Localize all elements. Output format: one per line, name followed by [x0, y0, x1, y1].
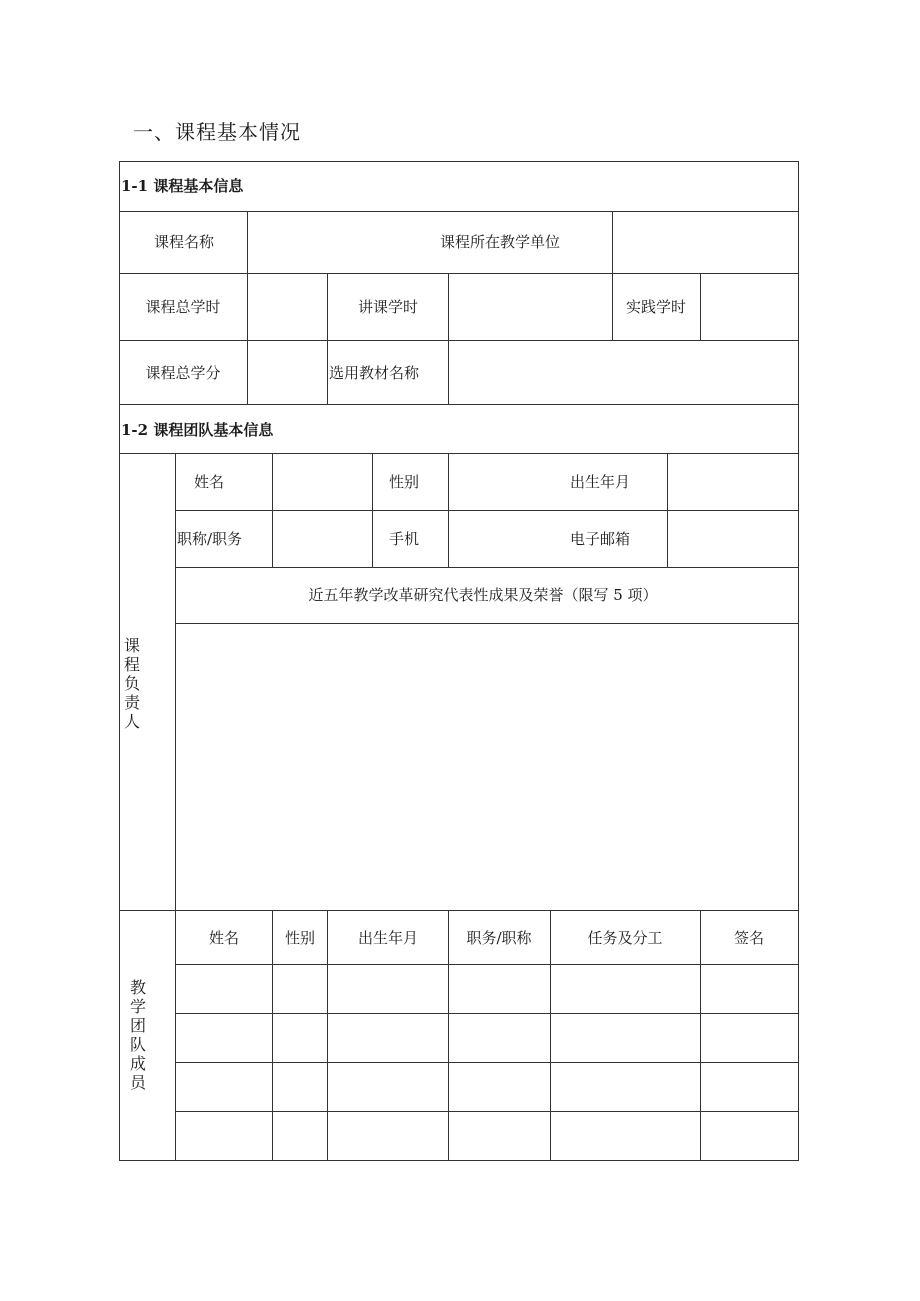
team-row-3-task-field[interactable]: [551, 1063, 700, 1111]
total-credits-field[interactable]: [248, 341, 327, 404]
achievements-field[interactable]: [176, 624, 798, 910]
leader-birth-label: 出生年月: [569, 473, 631, 491]
team-row-2-gender-field[interactable]: [273, 1014, 327, 1062]
course-unit-field[interactable]: [248, 212, 612, 273]
course-name-field[interactable]: [613, 212, 798, 273]
leader-title-field[interactable]: [273, 511, 372, 567]
team-col-name: 姓名: [208, 929, 240, 947]
team-row-3-title-field[interactable]: [449, 1063, 550, 1111]
leader-phone-label: 手机: [388, 530, 420, 548]
leader-name-field[interactable]: [273, 454, 372, 510]
section-1-title: 1-1 课程基本信息: [121, 177, 244, 195]
leader-name-label: 姓名: [193, 473, 225, 491]
leader-birth-field[interactable]: [668, 454, 798, 510]
total-hours-label: 课程总学时: [145, 298, 221, 316]
textbook-field[interactable]: [449, 341, 798, 404]
team-row-3-birth-field[interactable]: [328, 1063, 448, 1111]
team-row-3-gender-field[interactable]: [273, 1063, 327, 1111]
leader-email-field[interactable]: [668, 511, 798, 567]
leader-gender-label: 性别: [388, 473, 420, 491]
section-2-title: 1-2 课程团队基本信息: [121, 421, 274, 439]
team-col-title: 职务/职称: [466, 929, 532, 947]
team-col-gender: 性别: [284, 929, 316, 947]
team-row-2-signature-field[interactable]: [701, 1014, 798, 1062]
team-row-4-title-field[interactable]: [449, 1112, 550, 1160]
practice-hours-field[interactable]: [701, 274, 798, 340]
textbook-label: 选用教材名称: [329, 364, 420, 382]
team-row-1-signature-field[interactable]: [701, 965, 798, 1013]
team-row-4-birth-field[interactable]: [328, 1112, 448, 1160]
leader-title-label: 职称/职务: [177, 530, 243, 548]
team-col-signature: 签名: [733, 929, 765, 947]
total-credits-label: 课程总学分: [145, 364, 221, 382]
team-row-1-birth-field[interactable]: [328, 965, 448, 1013]
achievements-label: 近五年教学改革研究代表性成果及荣誉（限写 5 项）: [308, 586, 658, 604]
course-unit-label: 课程所在教学单位: [439, 233, 561, 251]
team-row-1-title-field[interactable]: [449, 965, 550, 1013]
lecture-hours-field[interactable]: [449, 274, 612, 340]
team-row-2-title-field[interactable]: [449, 1014, 550, 1062]
practice-hours-label: 实践学时: [625, 298, 687, 316]
team-row-4-name-field[interactable]: [176, 1112, 272, 1160]
team-row-2-task-field[interactable]: [551, 1014, 700, 1062]
team-row-3-signature-field[interactable]: [701, 1063, 798, 1111]
course-name-label: 课程名称: [153, 233, 215, 251]
team-row-1-gender-field[interactable]: [273, 965, 327, 1013]
team-col-birth: 出生年月: [357, 929, 419, 947]
team-row-4-signature-field[interactable]: [701, 1112, 798, 1160]
course-leader-label: 课程负责人: [123, 636, 140, 731]
page-heading: 一、课程基本情况: [133, 120, 301, 144]
total-hours-field[interactable]: [248, 274, 327, 340]
team-row-1-task-field[interactable]: [551, 965, 700, 1013]
team-col-task: 任务及分工: [587, 929, 663, 947]
team-row-1-name-field[interactable]: [176, 965, 272, 1013]
leader-email-label: 电子邮箱: [569, 530, 631, 548]
team-row-4-gender-field[interactable]: [273, 1112, 327, 1160]
team-row-2-name-field[interactable]: [176, 1014, 272, 1062]
team-row-3-name-field[interactable]: [176, 1063, 272, 1111]
lecture-hours-label: 讲课学时: [357, 298, 419, 316]
team-row-2-birth-field[interactable]: [328, 1014, 448, 1062]
team-row-4-task-field[interactable]: [551, 1112, 700, 1160]
team-members-label: 教学团队成员: [129, 978, 146, 1092]
